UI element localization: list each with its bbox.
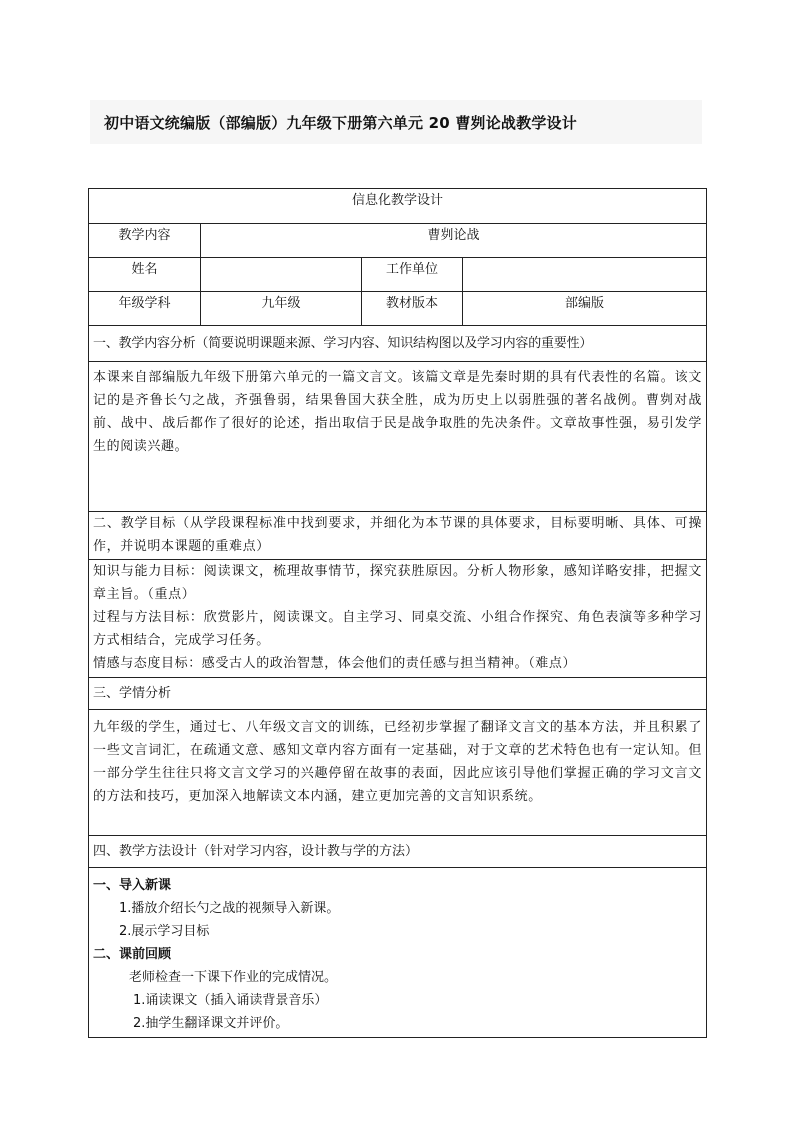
step2-item1: 1.诵读课文（插入诵读背景音乐）	[133, 993, 328, 1008]
section4-body	[89, 868, 707, 1038]
section3-heading: 三、学情分析	[89, 678, 707, 710]
grade-label: 年级学科	[89, 292, 201, 326]
step1-heading: 一、导入新课	[93, 878, 172, 893]
unit-label: 工作单位	[362, 258, 463, 292]
goal-emotion: 情感与态度目标：感受古人的政治智慧，体会他们的责任感与担当精神。（难点）	[93, 656, 577, 671]
edition-label: 教材版本	[362, 292, 463, 326]
content-value: 曹刿论战	[201, 224, 707, 258]
step1-item2: 2.展示学习目标	[119, 924, 210, 939]
section1-body: 本课来自部编版九年级下册第六单元的一篇文言文。该篇文章是先秦时期的具有代表性的名篇。该文记的是齐鲁长勺之战，齐强鲁弱，结果鲁国大获全胜，成为历史上以弱胜强的著名战例。曹刿对战前、战中、战后都作了很好的论述，指出取信于民是战争取胜的先决条件。文章故事性强，易引发学生的阅读兴趣。	[89, 362, 707, 512]
table-header: 信息化教学设计	[89, 189, 707, 224]
goal-process: 过程与方法目标：欣赏影片，阅读课文。自主学习、同桌交流、小组合作探究、角色表演等多种学习方式相结合，完成学习任务。	[93, 610, 703, 648]
step2-intro: 老师检查一下课下作业的完成情况。	[129, 970, 338, 985]
section4-heading: 四、教学方法设计（针对学习内容，设计教与学的方法）	[89, 836, 707, 868]
document-title: 初中语文统编版（部编版）九年级下册第六单元 20 曹刿论战教学设计	[104, 114, 577, 132]
name-value	[201, 258, 362, 292]
content-label: 教学内容	[89, 224, 201, 258]
edition-value: 部编版	[463, 292, 707, 326]
step1-item1: 1.播放介绍长勺之战的视频导入新课。	[119, 901, 340, 916]
name-label: 姓名	[89, 258, 201, 292]
section2-heading: 二、教学目标（从学段课程标准中找到要求，并细化为本节课的具体要求，目标要明晰、具体、可操作，并说明本课题的重难点）	[89, 512, 707, 560]
grade-value: 九年级	[201, 292, 362, 326]
section1-heading: 一、教学内容分析（简要说明课题来源、学习内容、知识结构图以及学习内容的重要性）	[89, 326, 707, 362]
unit-value	[463, 258, 707, 292]
section2-goals	[89, 560, 707, 678]
step2-heading: 二、课前回顾	[93, 947, 172, 962]
goal-knowledge: 知识与能力目标：阅读课文，梳理故事情节，探究获胜原因。分析人物形象，感知详略安排，把握文章主旨。（重点）	[93, 564, 703, 602]
step2-item2: 2.抽学生翻译课文并评价。	[133, 1016, 289, 1031]
teaching-design-table	[88, 188, 707, 1038]
section3-body: 九年级的学生，通过七、八年级文言文的训练，已经初步掌握了翻译文言文的基本方法，并且积累了一些文言词汇，在疏通文意、感知文章内容方面有一定基础，对于文章的艺术特色也有一定认知。但一部分学生往往只将文言文学习的兴趣停留在故事的表面，因此应该引导他们掌握正确的学习文言文的方法和技巧，更加深入地解读文本内涵，建立更加完善的文言知识系统。	[89, 710, 707, 836]
